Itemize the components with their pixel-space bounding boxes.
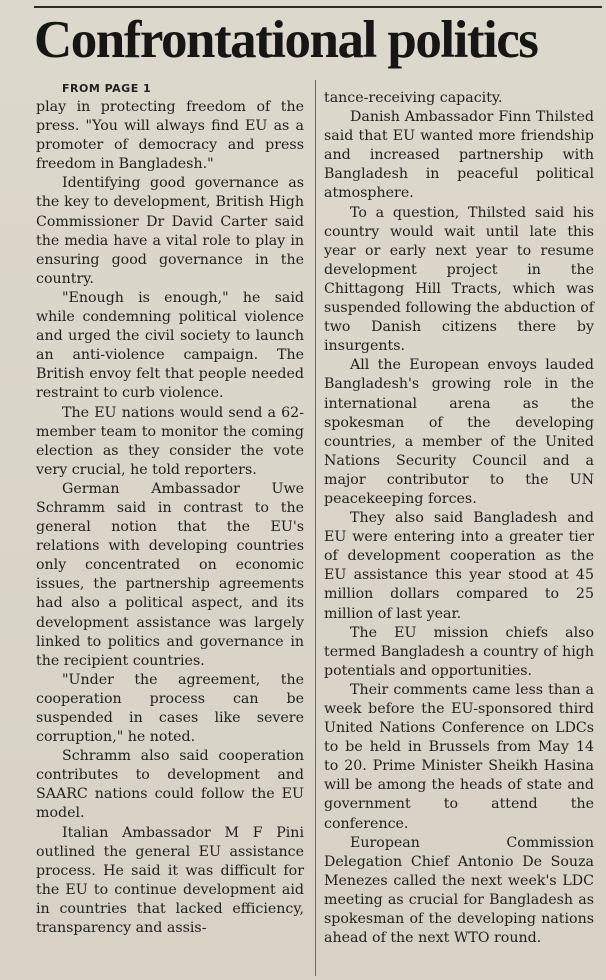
paragraph: To a question, Thilsted said his country would wait until late this year or early next year to resume development project in the Chittagong Hill Tracts, which was suspended following the abduction of two Danish citizens there by insurgents. [324, 204, 594, 355]
paragraph: The EU nations would send a 62-member team to monitor the coming election as they consider the vote very crucial, he told reporters. [36, 404, 304, 478]
from-page-label: FROM PAGE 1 [62, 82, 152, 95]
top-rule [34, 6, 602, 8]
paragraph: "Under the agreement, the cooperation process can be suspended in cases like severe corruption," he noted. [36, 671, 304, 746]
paragraph: German Ambassador Uwe Schramm said in contrast to the general notion that the EU's relations with developing countries only concentrated on economic issues, the partnership agreements had also a political aspect, and its development assistance was largely linked to politics and governance in the recipient countries. [36, 480, 304, 669]
paragraph: "Enough is enough," he said while condemning political violence and urged the civil society to launch an anti-violence campaign. The British envoy felt that people needed restraint to curb violence. [36, 289, 304, 402]
paragraph: Identifying good governance as the key to development, British High Commissioner Dr David Carter said the media have a vital role to play in ensuring good governance in the country. [36, 175, 304, 287]
column-divider [315, 80, 316, 976]
paragraph: Their comments came less than a week before the EU-sponsored third United Nations Conference on LDCs to be held in Brussels from May 14 to 20. Prime Minister Sheikh Hasina will be among the heads of state and government to attend the conference. [324, 681, 594, 832]
paragraph: tance-receiving capacity. [324, 90, 503, 106]
paragraph: The EU mission chiefs also termed Bangladesh a country of high potentials and opportunities. [324, 624, 594, 679]
left-column [36, 80, 304, 938]
paragraph: All the European envoys lauded Bangladesh's growing role in the international arena as the spokesman of the developing countries, a member of the United Nations Security Council and a major contributor to the UN peacekeeping forces. [324, 357, 594, 507]
paragraph: play in protecting freedom of the press. "You will always find EU as a promoter of democracy and press freedom in Bangladesh." [36, 99, 304, 173]
paragraph: They also said Bangladesh and EU were entering into a greater tier of development cooperation as the EU assistance this year stood at 45 million dollars compared to 25 million of last year. [324, 510, 594, 622]
paragraph: European Commission Delegation Chief Antonio De Souza Menezes called the next week's LDC meeting as crucial for Bangladesh as spokesman of the developing nations ahead of the next WTO round. [324, 834, 594, 947]
paragraph: Italian Ambassador M F Pini outlined the general EU assistance process. He said it was difficult for the EU to continue development aid in countries that lacked efficiency, transparency and assis- [36, 824, 304, 937]
right-column [324, 89, 594, 948]
headline: Confrontational politics [34, 11, 538, 69]
paragraph: Danish Ambassador Finn Thilsted said that EU wanted more friendship and increased partnership with Bangladesh in peaceful political atmosphere. [324, 109, 594, 202]
paragraph: Schramm also said cooperation contributes to development and SAARC nations could follow the EU model. [36, 748, 304, 822]
